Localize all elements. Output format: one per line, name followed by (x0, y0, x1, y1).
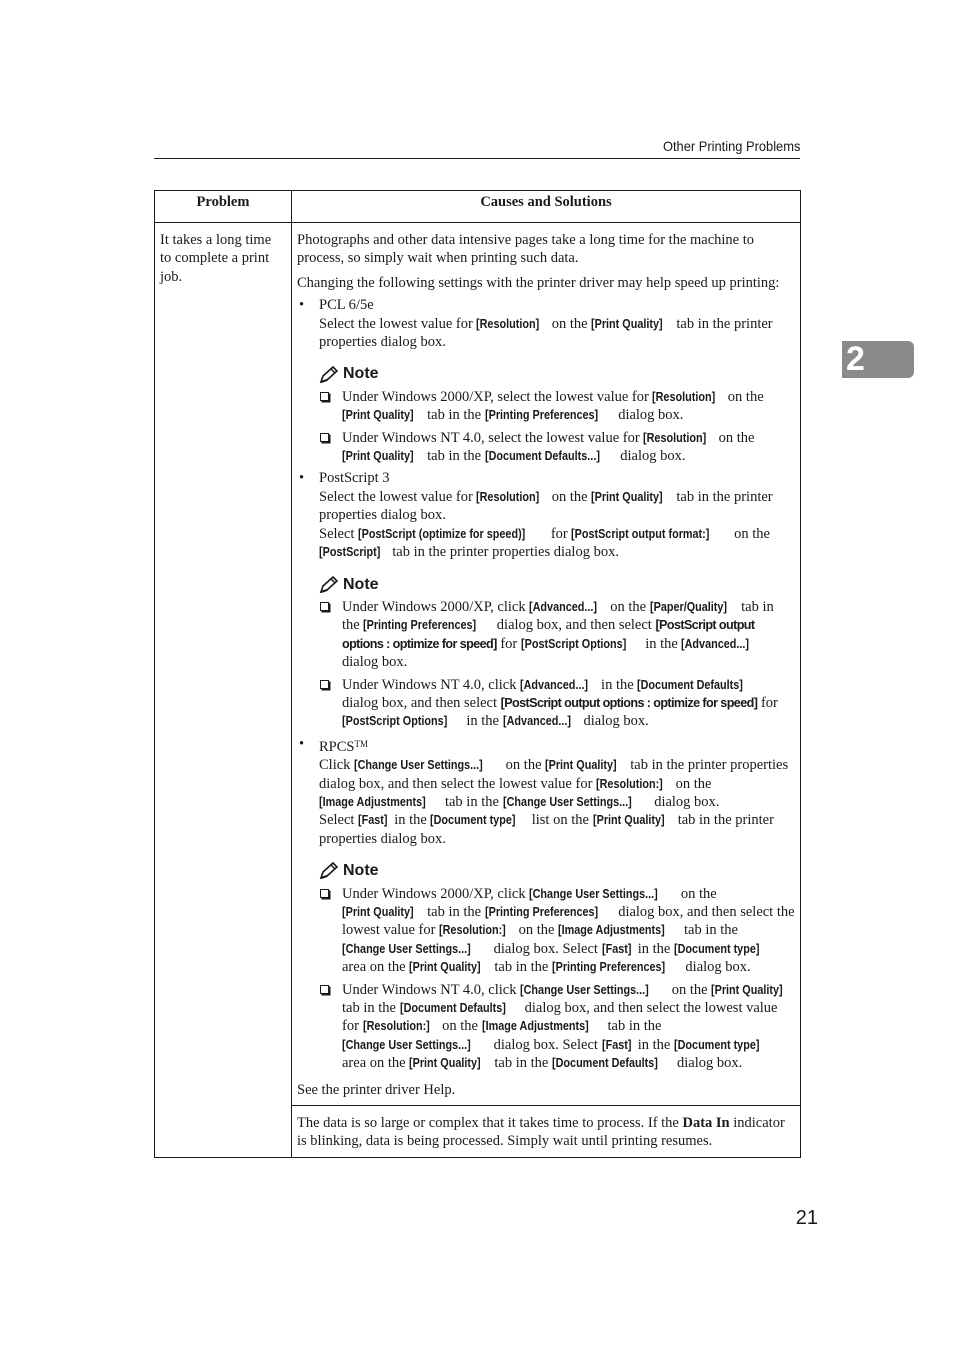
note-heading (319, 576, 795, 594)
note-heading (319, 862, 795, 880)
note-label: Note (343, 575, 379, 593)
cause-paragraph-1: Photographs and other data intensive pages take a long time for the machine to process, so simply wait when printing such data. (297, 232, 755, 267)
header-rule (154, 158, 800, 159)
bullet-title: PostScript 3 (319, 470, 390, 487)
bullet-rpcs (297, 735, 795, 1073)
bullet-title: RPCS™ (319, 738, 368, 755)
note-item: Under Windows NT 4.0, click [Advanced...] in the [Document Defaults] dialog box, and then select [PostScript output options : optimize for speed] for [PostScript Options] in the [Advanced...] dialog box. (319, 676, 795, 731)
pencil-icon (319, 576, 339, 594)
chapter-tab (842, 341, 914, 378)
bullet-text: Click [Change User Settings...] on the [Print Quality] tab in the printer properties dialog box, and then select the lowest value for [Resolution:] on the [Image Adjustments] tab in the [Change User Settings...] dialog box. (319, 757, 789, 810)
checkbox-bullet-icon (320, 985, 329, 994)
running-header-title: Other Printing Problems (662, 138, 800, 154)
see-help-text: See the printer driver Help. (297, 1081, 456, 1098)
pencil-icon (319, 366, 339, 384)
checkbox-bullet-icon (320, 433, 329, 442)
note-label: Note (343, 862, 379, 880)
note-label: Note (343, 365, 379, 383)
note-item: Under Windows NT 4.0, click [Change User Settings...] on the [Print Quality] tab in the [Document Defaults] dialog box, and then select the lowest value for [Resolution:] on the [Image Adjustments] tab in the [Change User Settings...] dialog box. Select [Fast] in the [Document type] area on the [Print Quality] tab in the [Document Defaults] dialog box. (319, 981, 795, 1073)
checkbox-bullet-icon (320, 680, 329, 689)
bullet-pcl (297, 296, 795, 465)
table-header-row (155, 191, 801, 223)
bullet-text: Select the lowest value for [Resolution] on the [Print Quality] tab in the printer properties dialog box. (319, 315, 773, 351)
header-problem: Problem (155, 191, 292, 223)
bullet-text: Select [PostScript (optimize for speed)] for [PostScript output format:] on the [PostScript] tab in the printer properties dialog box. (319, 525, 770, 561)
trademark-mark: TM (354, 738, 368, 749)
bullet-text: Select [Fast] in the [Document type] list on the [Print Quality] tab in the printer properties dialog box. (319, 812, 774, 847)
bullet-title: PCL 6/5e (319, 297, 374, 314)
header-causes: Causes and Solutions (292, 191, 801, 223)
checkbox-bullet-icon (320, 392, 329, 401)
cause-cell (292, 223, 801, 1106)
cause-paragraph-2: Changing the following settings with the printer driver may help speed up printing: (297, 274, 780, 291)
table-row (155, 223, 801, 1106)
note-item: Under Windows 2000/XP, select the lowest value for [Resolution] on the [Print Quality] tab in the [Printing Preferences] dialog box. (319, 388, 795, 425)
note-item: Under Windows 2000/XP, click [Change User Settings...] on the [Print Quality] tab in the [Printing Preferences] dialog box, and then select the lowest value for [Resolution:] on the [Image Adjustments] tab in the [Change User Settings...] dialog box. Select [Fast] in the [Document type] area on the [Print Quality] tab in the [Printing Preferences] dialog box. (319, 885, 795, 977)
cause-cell (292, 1106, 801, 1158)
bullet-postscript (297, 469, 795, 730)
note-item: Under Windows NT 4.0, select the lowest value for [Resolution] on the [Print Quality] tab in the [Document Defaults...] dialog box. (319, 429, 795, 466)
troubleshooting-table (154, 190, 801, 1158)
page-number: 21 (795, 1207, 818, 1229)
bullet-dot: • (299, 297, 305, 314)
problem-cell (155, 223, 292, 1158)
problem-text: It takes a long time to complete a print job. (160, 232, 272, 285)
pencil-icon (319, 862, 339, 880)
note-heading (319, 365, 795, 383)
chapter-number: 2 (846, 340, 865, 378)
note-item: Under Windows 2000/XP, click [Advanced...] on the [Paper/Quality] tab in the [Printing Preferences] dialog box, and then select [PostScript output options : optimize for speed] for [PostScript Options] in the [Advanced...] dialog box. (319, 598, 795, 672)
bullet-text: Select the lowest value for [Resolution] on the [Print Quality] tab in the printer properties dialog box. (319, 488, 773, 524)
checkbox-bullet-icon (320, 602, 329, 611)
checkbox-bullet-icon (320, 889, 329, 898)
cause-paragraph-last: The data is so large or complex that it takes time to process. If the Data In indicator is blinking, data is being processed. Simply wait until printing resumes. (297, 1115, 785, 1150)
bullet-dot: • (299, 470, 305, 487)
bullet-dot: • (299, 735, 305, 752)
